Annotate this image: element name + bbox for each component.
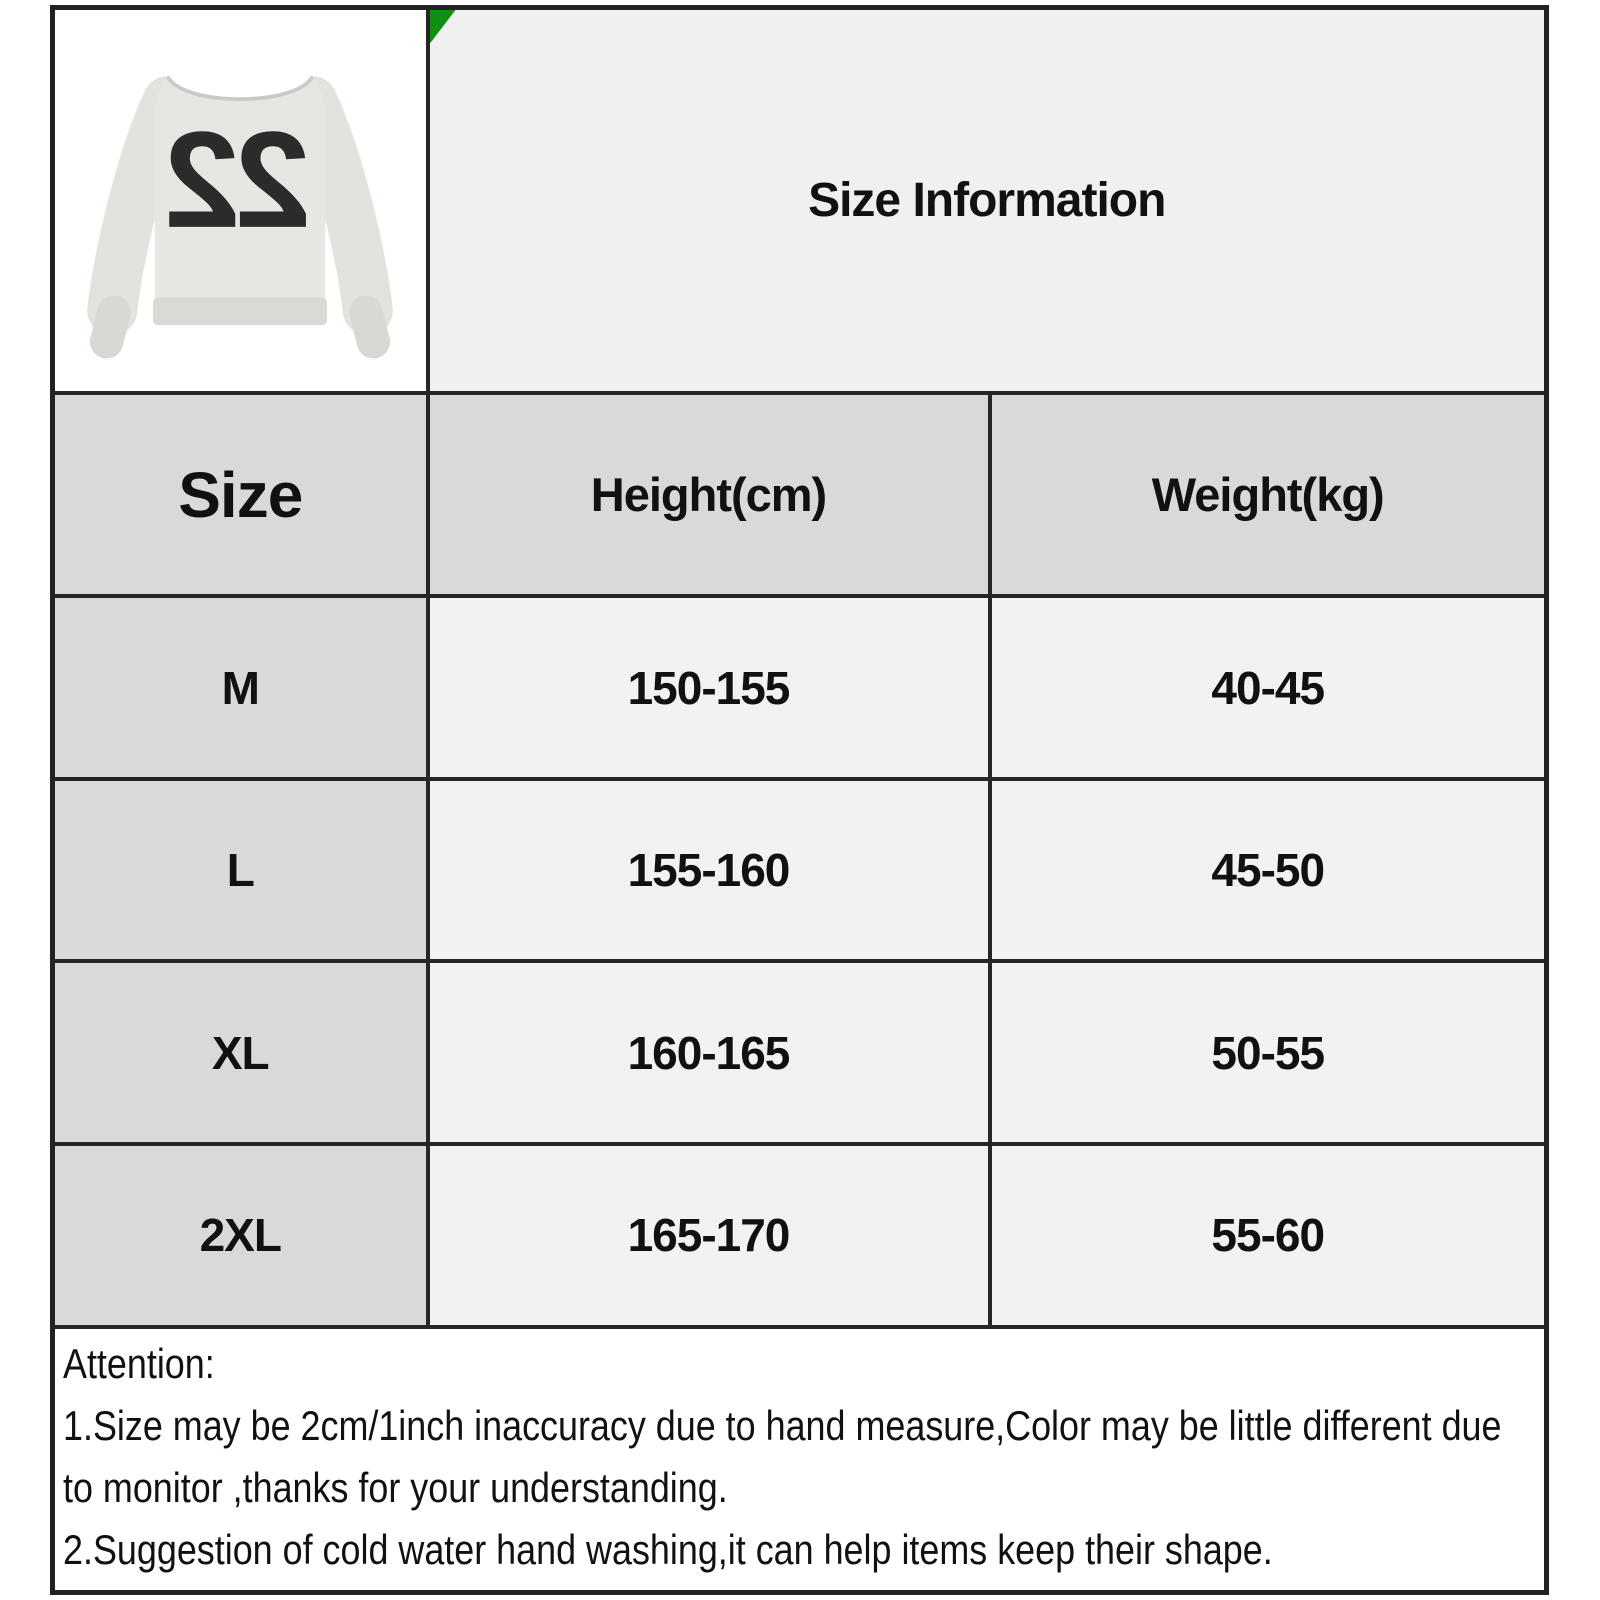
attention-row: [53, 1327, 1547, 1593]
table-row: [53, 1144, 1547, 1327]
size-label-cell: M: [53, 596, 428, 779]
table-row: [53, 596, 1547, 779]
size-label-cell: L: [53, 779, 428, 962]
product-image-cell: [53, 8, 428, 394]
size-label-cell: XL: [53, 961, 428, 1144]
height-column-header: Height(cm): [428, 393, 990, 596]
weight-value-cell: 55-60: [990, 1144, 1547, 1327]
weight-value-cell: 40-45: [990, 596, 1547, 779]
page-title: Size Information: [808, 174, 1166, 228]
height-value-cell: 165-170: [428, 1144, 990, 1327]
height-value-cell: 155-160: [428, 779, 990, 962]
attention-cell: [53, 1327, 1547, 1593]
green-corner-marker-icon: [430, 10, 456, 44]
weight-value-cell: 50-55: [990, 961, 1547, 1144]
hem-band: [153, 297, 327, 325]
header-row: [53, 393, 1547, 596]
attention-text: [63, 1333, 1534, 1581]
size-column-header: Size: [53, 393, 428, 596]
height-value-cell: 150-155: [428, 596, 990, 779]
size-information-title-cell: [428, 8, 1547, 394]
weight-value-cell: 45-50: [990, 779, 1547, 962]
attention-title: Attention:: [63, 1339, 215, 1387]
mirrored-22-print: 22: [169, 103, 311, 257]
sweatshirt-image: [64, 28, 416, 374]
size-label-cell: 2XL: [53, 1144, 428, 1327]
weight-column-header: Weight(kg): [990, 393, 1547, 596]
size-rows: [53, 596, 1547, 1326]
top-row: [53, 8, 1547, 394]
right-cuff: [366, 312, 373, 342]
attention-note-2: 2.Suggestion of cold water hand washing,it can help items keep their shape.: [63, 1525, 1273, 1573]
left-cuff: [107, 312, 114, 342]
table-row: [53, 961, 1547, 1144]
table-row: [53, 779, 1547, 962]
attention-note-1: 1.Size may be 2cm/1inch inaccuracy due to hand measure,Color may be little different due to monitor ,thanks for your understanding.: [63, 1401, 1502, 1511]
size-table: [50, 5, 1549, 1595]
height-value-cell: 160-165: [428, 961, 990, 1144]
